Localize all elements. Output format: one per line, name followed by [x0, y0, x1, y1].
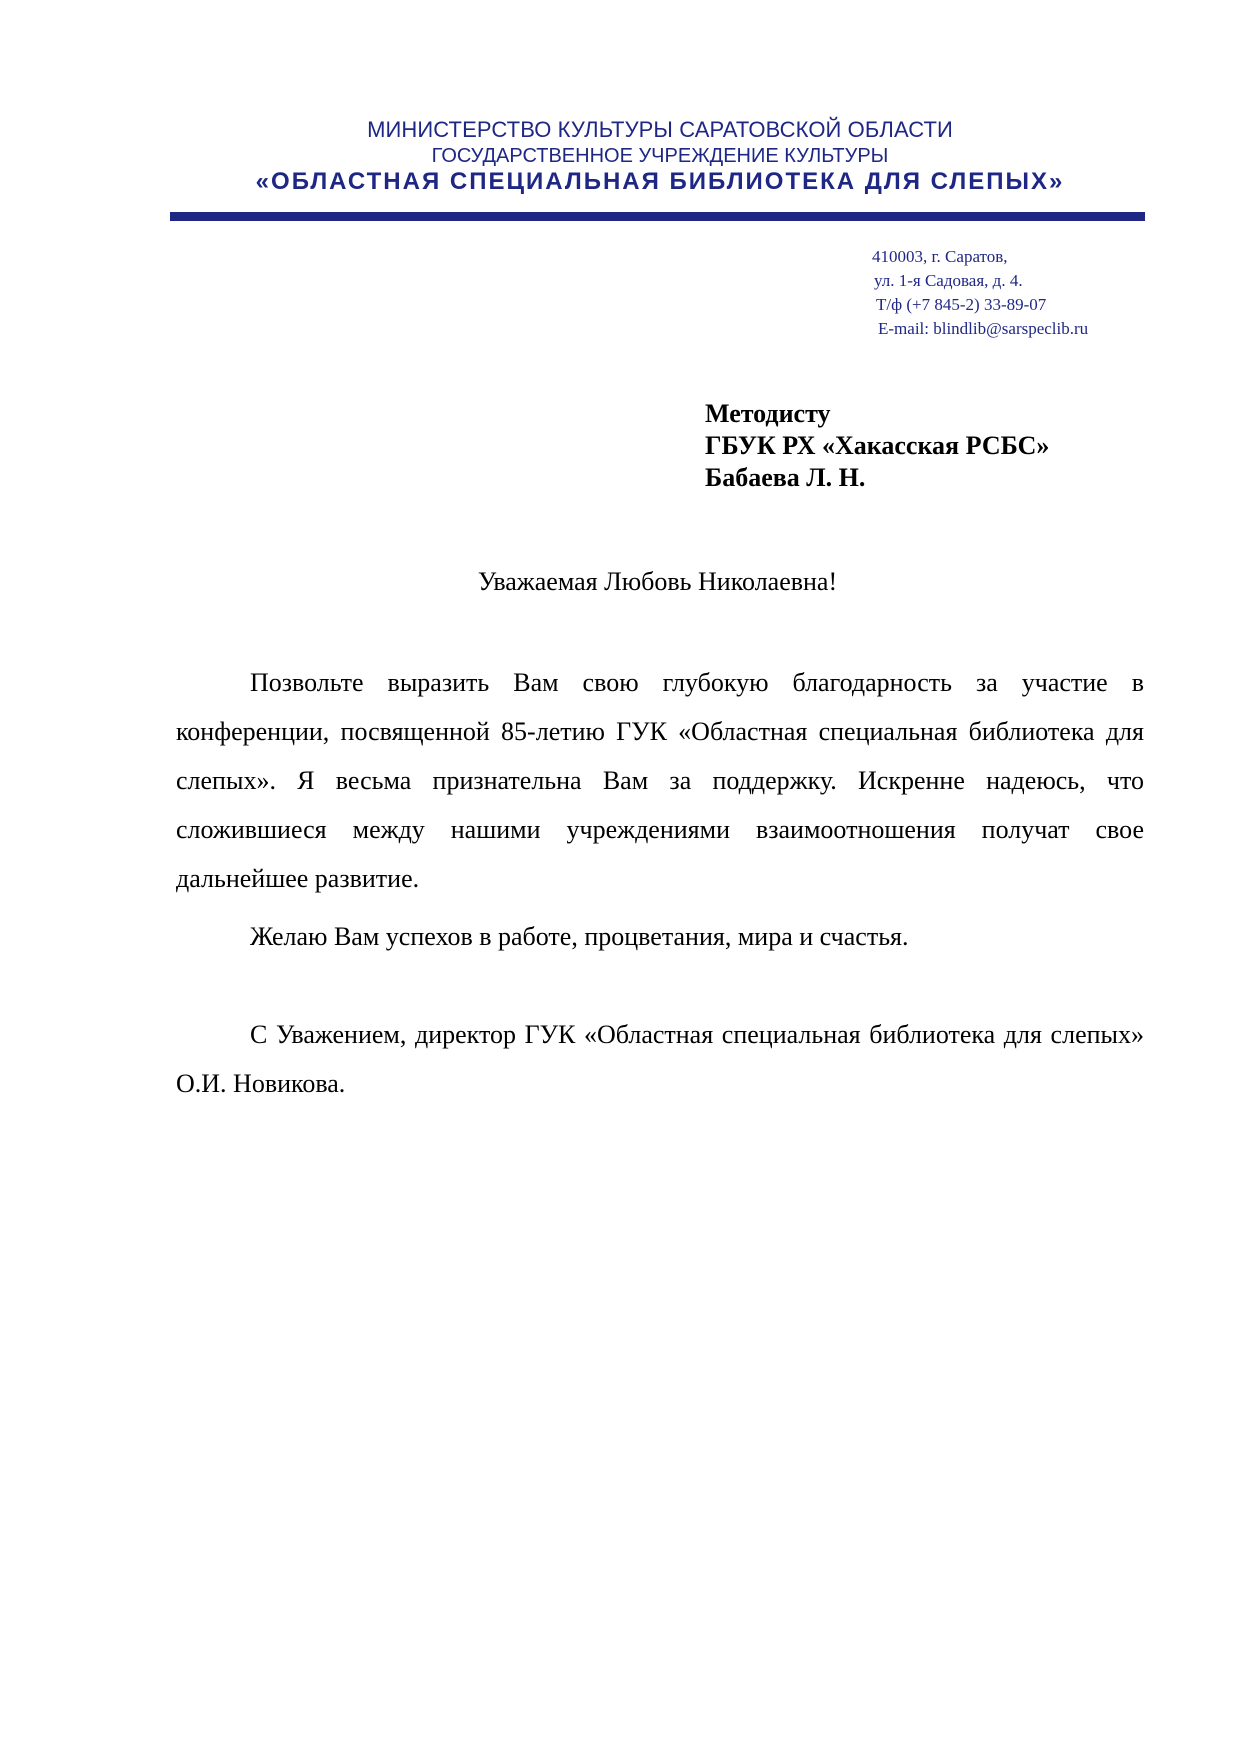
address-email: E-mail: blindlib@sarspeclib.ru	[878, 319, 1089, 338]
address-phone: Т/ф (+7 845-2) 33-89-07	[876, 295, 1047, 314]
salutation: Уважаемая Любовь Николаевна!	[477, 567, 838, 596]
letterhead-divider	[170, 212, 1145, 221]
letter-paragraph-gratitude: Позвольте выразить Вам свою глубокую благодарность за участие в конференции, посвященной 85-летию ГУК «Областная специальная библиотека для слепых». Я весьма признательна Вам за поддержку. Искренне надеюсь, что сложившиеся между нашими учреждениями взаимоотношения получат свое дальнейшее развитие.	[176, 668, 1144, 893]
letterhead-institution-type: ГОСУДАРСТВЕННОЕ УЧРЕЖДЕНИЕ КУЛЬТУРЫ	[431, 145, 889, 167]
letterhead-library-name: «ОБЛАСТНАЯ СПЕЦИАЛЬНАЯ БИБЛИОТЕКА ДЛЯ СЛЕПЫХ»	[255, 168, 1065, 195]
recipient-name: Бабаева Л. Н.	[705, 463, 866, 492]
letter-closing-signature: С Уважением, директор ГУК «Областная специальная библиотека для слепых» О.И. Новикова.	[176, 1020, 1144, 1098]
recipient-block	[705, 398, 1049, 494]
letterhead-ministry: МИНИСТЕРСТВО КУЛЬТУРЫ САРАТОВСКОЙ ОБЛАСТИ	[367, 117, 953, 142]
address-street: ул. 1-я Садовая, д. 4.	[874, 271, 1023, 290]
recipient-organization: ГБУК РХ «Хакасская РСБС»	[705, 431, 1050, 460]
letter-paragraph-wishes: Желаю Вам успехов в работе, процветания, мира и счастья.	[250, 922, 909, 951]
address-postal: 410003, г. Саратов,	[872, 247, 1008, 266]
recipient-position: Методисту	[705, 399, 831, 428]
